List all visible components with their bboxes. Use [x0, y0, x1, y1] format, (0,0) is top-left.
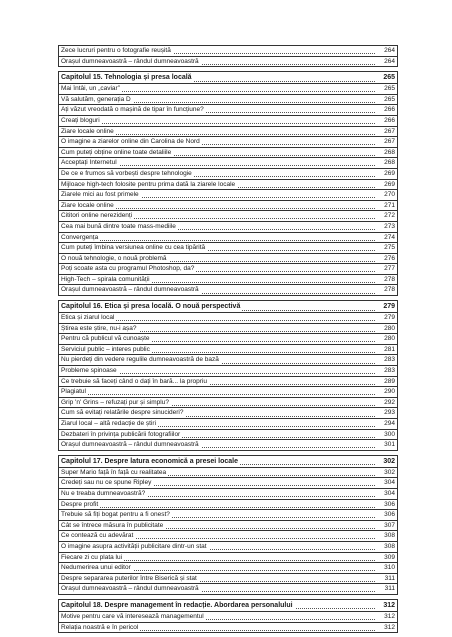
toc-page-number: 293: [384, 409, 395, 417]
toc-entry-title: Capitolul 17. Despre latura economică a presei locale: [61, 457, 239, 465]
toc-page-number: 271: [384, 201, 395, 209]
toc-entry: [59, 366, 397, 377]
toc-entry-title: Super Mario față în față cu realitatea: [61, 468, 167, 476]
toc-page-number: 274: [384, 233, 395, 241]
toc-page-number: 292: [384, 398, 395, 406]
toc-page-number: 302: [383, 457, 395, 465]
toc-page-number: 270: [384, 191, 395, 199]
toc-entry-title: Acceptați Internetul: [61, 159, 117, 167]
toc-page-number: 268: [384, 148, 395, 156]
toc-entry: [59, 275, 397, 286]
toc-entry: [59, 398, 397, 409]
toc-entry-title: Convergența: [61, 233, 99, 241]
toc-entry: [59, 510, 397, 521]
toc-page-number: 302: [384, 468, 395, 476]
toc-page-number: 266: [384, 106, 395, 114]
toc-entry-title: Grip 'n' Grins – refuzați pur și simplu?: [61, 398, 169, 406]
toc-page-number: 266: [384, 116, 395, 124]
toc-page-number: 301: [384, 441, 395, 449]
toc-section: [58, 300, 398, 451]
chapter-heading: [59, 600, 397, 612]
toc-entry-title: Ce contează cu adevărat: [61, 532, 134, 540]
toc-page-number: 265: [383, 74, 395, 82]
toc-entry: [59, 489, 397, 500]
toc-entry-title: Creați bloguri: [61, 116, 100, 124]
toc-section: [58, 45, 398, 67]
toc-page-number: 272: [384, 212, 395, 220]
toc-entry-title: Cum puteți obține online toate detaliile: [61, 148, 172, 156]
toc-entry: [59, 137, 397, 148]
toc-entry: [59, 127, 397, 138]
toc-page-number: 289: [384, 377, 395, 385]
toc-entry: [59, 190, 397, 201]
toc-entry-title: Motive pentru care vă interesează managementul: [61, 612, 204, 620]
toc-page-number: 308: [384, 532, 395, 540]
toc-entry: [59, 285, 397, 295]
toc-section: [58, 71, 398, 296]
toc-page-number: 278: [384, 275, 395, 283]
toc-entry-title: De ce e frumos să vorbești despre tehnologie: [61, 169, 192, 177]
toc-entry-title: Ați văzut vreodată o mașină de tipar în funcțiune?: [61, 106, 204, 114]
toc-entry: [59, 46, 397, 57]
toc-page-number: 312: [384, 612, 395, 620]
toc-entry: [59, 84, 397, 95]
toc-page-number: 294: [384, 420, 395, 427]
toc-entry-title: Orașul dumneavoastră – rândul dumneavoastră: [61, 57, 199, 65]
toc-entry: [59, 334, 397, 345]
table-of-contents: [58, 45, 398, 637]
toc-entry-title: Dezbateri în privința publicării fotografiilor: [61, 430, 181, 438]
toc-entry-title: Orașul dumneavoastră – rândul dumneavoastră: [61, 441, 199, 449]
toc-page-number: 311: [384, 574, 395, 582]
toc-entry-title: Despre profit: [61, 500, 99, 508]
toc-page-number: 307: [384, 521, 395, 529]
toc-page-number: 310: [384, 564, 395, 572]
toc-entry: [59, 584, 397, 594]
toc-entry: [59, 563, 397, 574]
toc-page-number: 283: [384, 356, 395, 364]
toc-entry-title: High-Tech – spirala comunității: [61, 275, 150, 283]
toc-entry: [59, 158, 397, 169]
toc-entry-title: Nu e treaba dumneavoastră?: [61, 489, 146, 497]
toc-entry: [59, 553, 397, 564]
toc-entry-title: Trebuie să fiți bogat pentru a fi onest?: [61, 511, 170, 519]
toc-page-number: 306: [384, 500, 395, 508]
toc-entry-title: Știrea este știre, nu-i așa?: [61, 324, 137, 332]
toc-entry-title: Cât se întrece măsura în publicitate: [61, 521, 164, 529]
chapter-heading: [59, 456, 397, 468]
toc-entry: [59, 57, 397, 67]
toc-entry: [59, 345, 397, 356]
toc-page-number: 267: [384, 127, 395, 135]
toc-entry: [59, 521, 397, 532]
toc-page-number: 277: [384, 265, 395, 273]
toc-entry: [59, 169, 397, 180]
toc-entry-title: Capitolul 18. Despre management în redacție. Abordarea personalului: [61, 601, 293, 609]
toc-entry: [59, 264, 397, 275]
toc-entry: [59, 180, 397, 191]
toc-entry-title: O imagine a ziarelor online din Carolina de Nord: [61, 138, 200, 146]
toc-entry: [59, 574, 397, 585]
toc-page-number: 280: [384, 335, 395, 343]
toc-entry-title: Plagiatul: [61, 388, 86, 396]
toc-entry-title: Credeți sau nu ce spune Ripley: [61, 479, 152, 487]
toc-page-number: 264: [384, 57, 395, 65]
toc-section: [58, 599, 398, 633]
toc-page-number: 300: [384, 430, 395, 438]
toc-page-number: 279: [383, 303, 395, 311]
toc-entry-title: Poți scoate asta cu programul Photoshop, da?: [61, 265, 195, 273]
dot-leader: [59, 240, 375, 241]
toc-entry-title: Capitolul 15. Tehnologia și presa locală: [61, 74, 192, 82]
toc-page-number: 312: [384, 623, 395, 631]
toc-page-number: 269: [384, 169, 395, 177]
toc-entry-title: Despre separarea puterilor între Biserică și stat: [61, 574, 197, 582]
toc-entry-title: Ziarele mici au fost primele: [61, 191, 139, 199]
toc-entry-title: Cea mai bună dintre toate mass-mediile: [61, 222, 176, 230]
toc-page-number: 276: [384, 254, 395, 262]
toc-entry: [59, 243, 397, 254]
toc-page-number: 264: [384, 47, 395, 54]
toc-entry-title: Nedumerirea unui editor: [61, 564, 131, 572]
toc-entry: [59, 201, 397, 212]
toc-section: [58, 455, 398, 595]
toc-page-number: 278: [384, 286, 395, 294]
toc-page-number: 290: [384, 388, 395, 396]
toc-page-number: 267: [384, 138, 395, 146]
toc-entry: [59, 419, 397, 430]
toc-entry: [59, 148, 397, 159]
toc-page-number: 273: [384, 222, 395, 230]
toc-entry: [59, 440, 397, 450]
chapter-heading: [59, 72, 397, 84]
toc-entry-title: Etica și ziarul local: [61, 314, 115, 322]
toc-entry-title: Fiecare zi cu plata lui: [61, 553, 123, 561]
toc-entry-title: Orașul dumneavoastră – rândul dumneavoastră: [61, 286, 199, 294]
toc-entry: [59, 377, 397, 388]
toc-page-number: 304: [384, 489, 395, 497]
toc-page-number: 281: [384, 345, 395, 353]
toc-page-number: 279: [384, 314, 395, 322]
toc-entry-title: Ziare locale online: [61, 201, 114, 209]
toc-entry: [59, 105, 397, 116]
toc-entry: [59, 116, 397, 127]
toc-page-number: 265: [384, 85, 395, 93]
toc-page-number: 312: [383, 601, 395, 609]
toc-entry: [59, 612, 397, 623]
toc-page-number: 269: [384, 180, 395, 188]
toc-entry: [59, 313, 397, 324]
toc-entry-title: Zece lucruri pentru o fotografie reușită: [61, 47, 171, 54]
toc-entry: [59, 355, 397, 366]
toc-entry: [59, 233, 397, 244]
toc-entry-title: Probleme spinoase: [61, 367, 117, 375]
toc-page-number: 306: [384, 511, 395, 519]
toc-entry-title: Cum să evitați relatările despre sinucideri?: [61, 409, 184, 417]
toc-entry-title: Ziarul local – altă redacție de știri: [61, 420, 157, 427]
toc-entry: [59, 222, 397, 233]
toc-entry: [59, 542, 397, 553]
toc-entry: [59, 408, 397, 419]
dot-leader: [59, 507, 375, 508]
toc-entry: [59, 95, 397, 106]
toc-entry: [59, 430, 397, 441]
toc-entry: [59, 500, 397, 511]
dot-leader: [59, 123, 375, 124]
toc-page-number: 304: [384, 479, 395, 487]
toc-entry-title: Orașul dumneavoastră – rândul dumneavoastră: [61, 585, 199, 593]
toc-entry-title: Ce trebuie să faceți când o dați în bară... la propriu: [61, 377, 207, 385]
toc-entry-title: O imagine asupra activității publicitare dintr-un stat: [61, 542, 207, 550]
toc-entry: [59, 623, 397, 633]
toc-entry: [59, 324, 397, 335]
toc-page-number: 283: [384, 367, 395, 375]
toc-entry-title: Vă salutăm, generația D: [61, 95, 131, 103]
toc-page-number: 275: [384, 244, 395, 252]
toc-page-number: 308: [384, 542, 395, 550]
toc-entry-title: Serviciul public – interes public: [61, 345, 150, 353]
dot-leader: [59, 394, 375, 395]
toc-entry: [59, 478, 397, 489]
toc-entry-title: Capitolul 16. Etica și presa locală. O nouă perspectivă: [61, 303, 241, 311]
toc-entry-title: Nu pierdeți din vedere regulile dumneavoastră de bază: [61, 356, 219, 364]
toc-entry: [59, 211, 397, 222]
toc-entry-title: Cum puteți îmbina versiunea online cu cea tipărită: [61, 244, 206, 252]
toc-page-number: 309: [384, 553, 395, 561]
toc-entry: [59, 531, 397, 542]
toc-entry-title: Pentru că publicul vă cunoaște: [61, 335, 150, 343]
toc-page-number: 265: [384, 95, 395, 103]
toc-entry-title: Relația noastră e în pericol: [61, 623, 139, 631]
toc-page-number: 280: [384, 324, 395, 332]
toc-entry: [59, 387, 397, 398]
toc-page-number: 311: [384, 585, 395, 593]
chapter-heading: [59, 301, 397, 313]
toc-entry-title: Cititori online nerezidenți: [61, 212, 133, 220]
toc-entry-title: O nouă tehnologie, o nouă problemă: [61, 254, 167, 262]
toc-entry: [59, 468, 397, 479]
toc-entry-title: Mijloace high-tech folosite pentru prima dată la ziarele locale: [61, 180, 236, 188]
toc-entry-title: Mai întâi, un „caviar”: [61, 85, 120, 93]
toc-page-number: 268: [384, 159, 395, 167]
toc-entry: [59, 254, 397, 265]
toc-entry-title: Ziare locale online: [61, 127, 114, 135]
